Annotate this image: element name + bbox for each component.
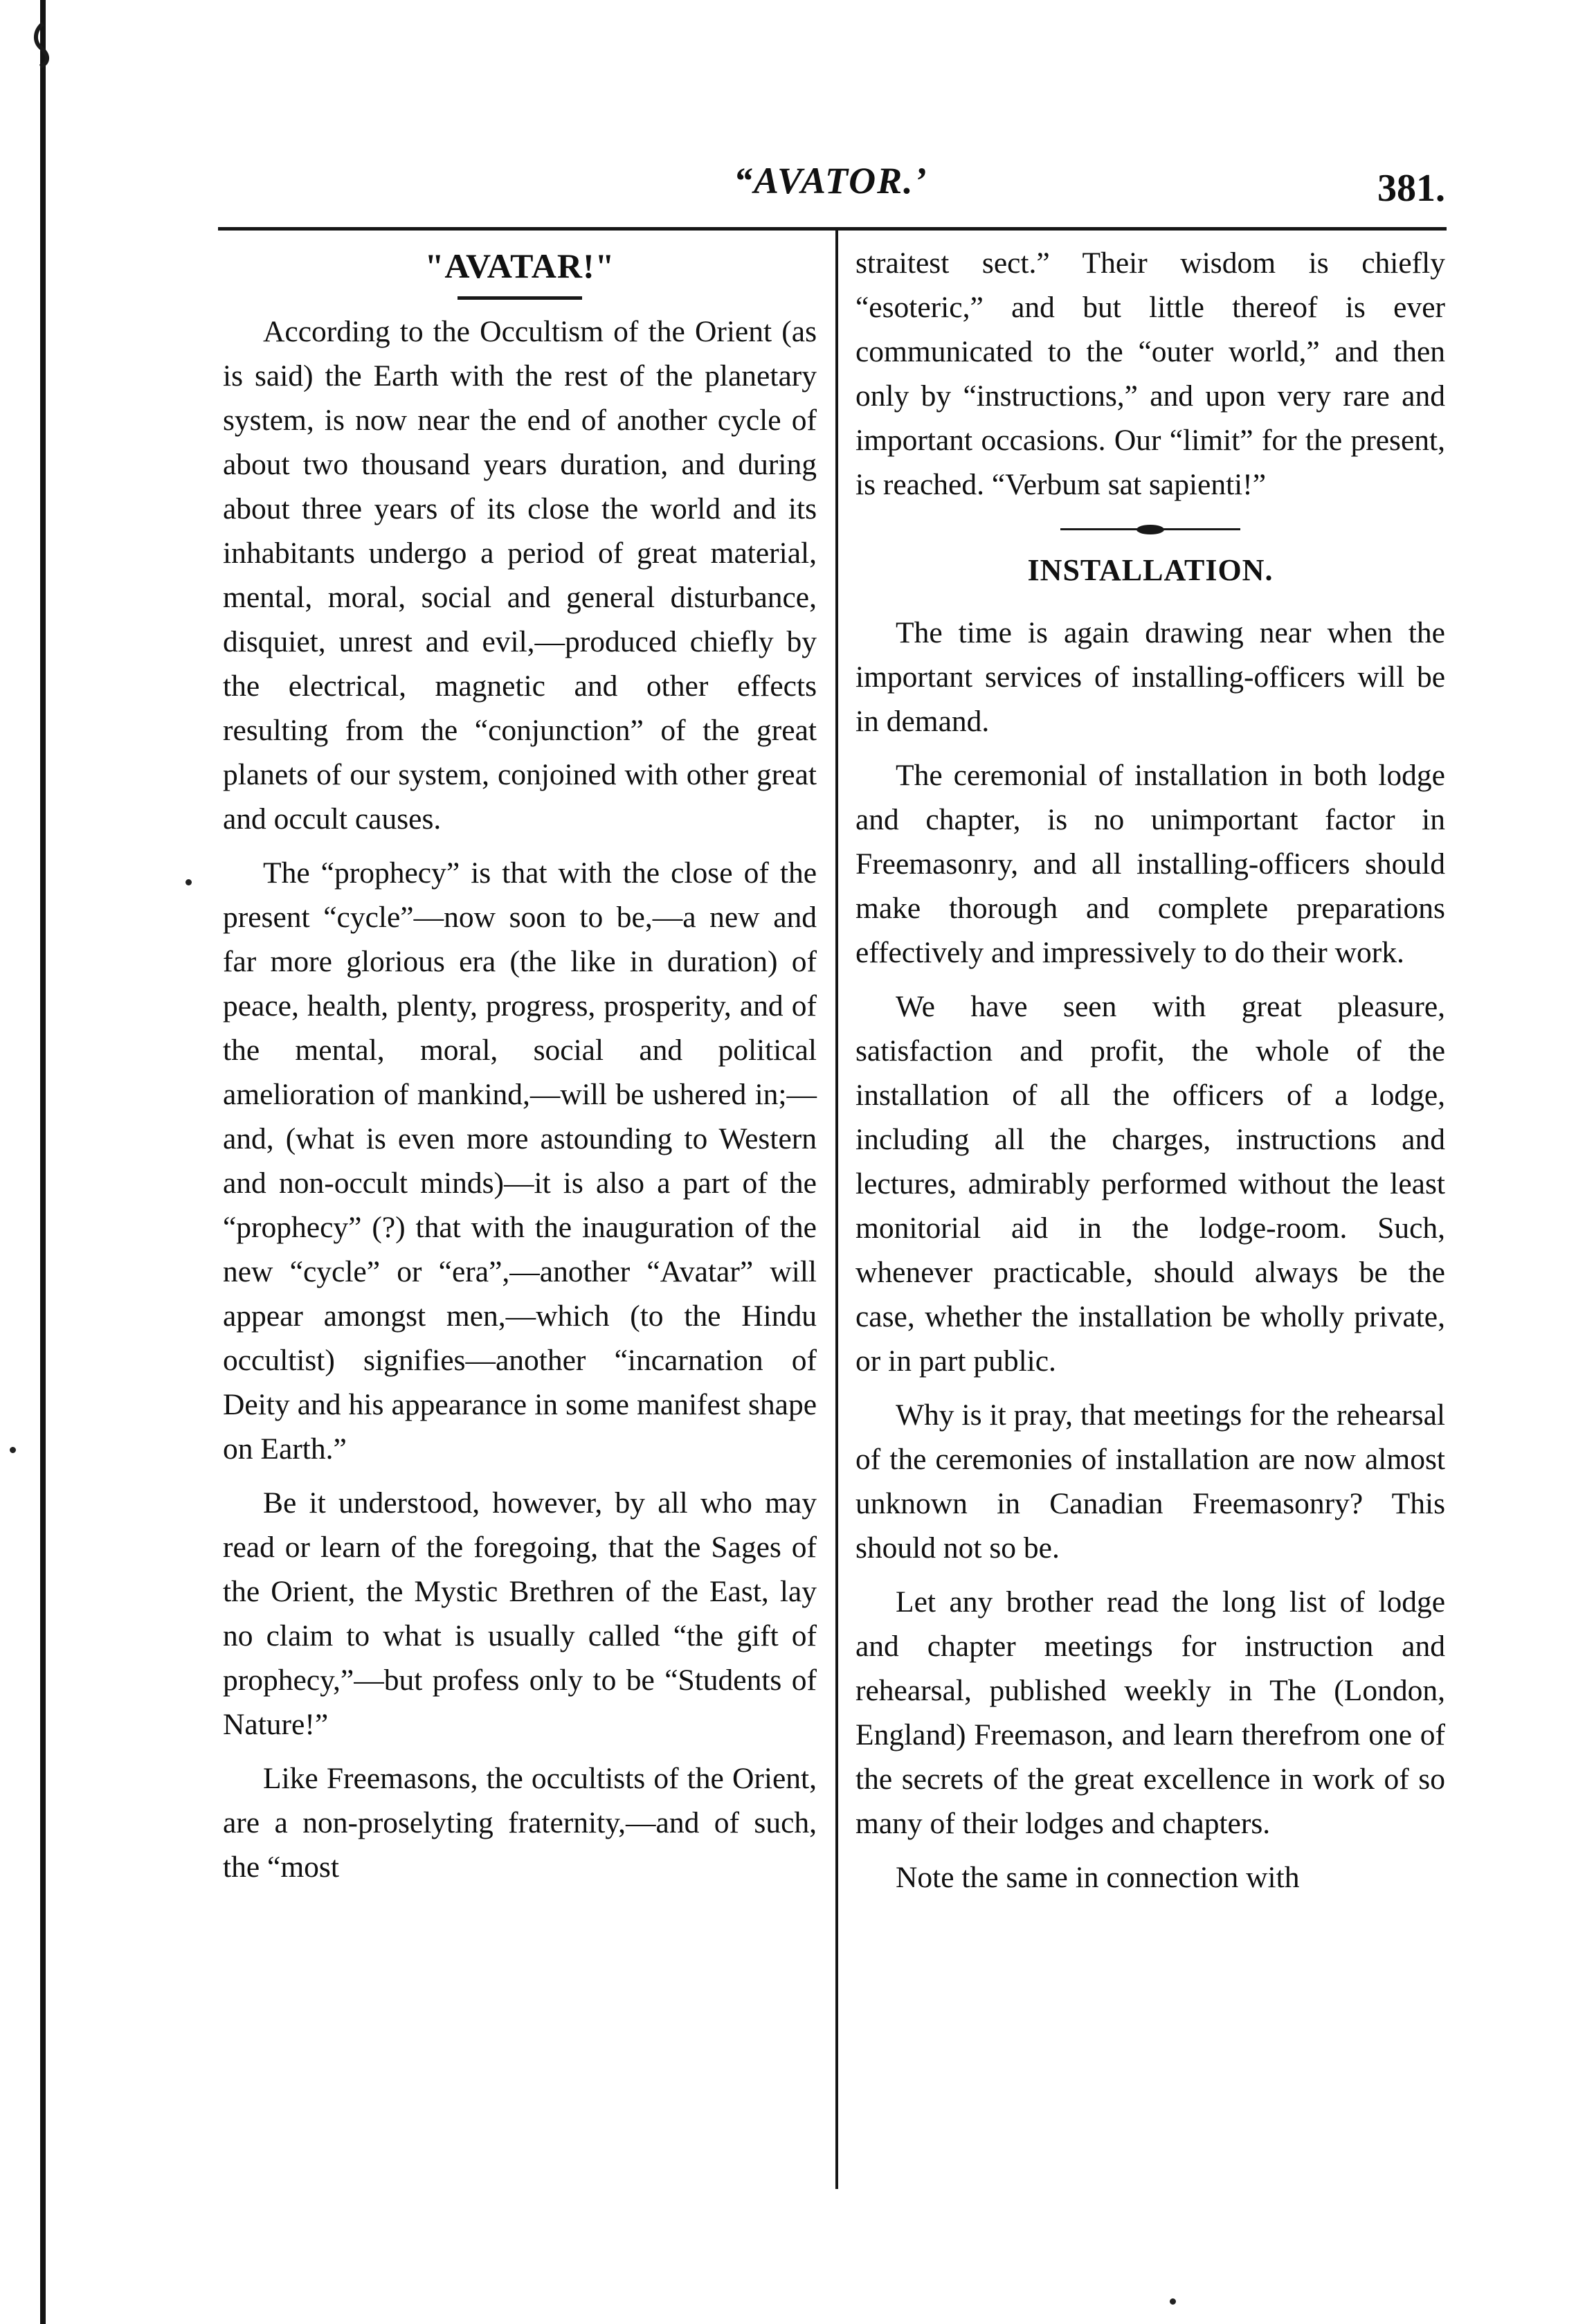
title-rule bbox=[458, 296, 582, 300]
header-rule bbox=[218, 227, 1447, 231]
article-title-avatar: "AVATAR!" bbox=[424, 246, 615, 285]
section-ornament bbox=[1060, 525, 1240, 534]
right-column bbox=[855, 241, 1445, 1900]
page-number: 381. bbox=[1377, 167, 1445, 210]
article-title-installation: INSTALLATION. bbox=[1027, 553, 1274, 587]
paragraph: The ceremonial of installation in both lodge and chapter, is no unimportant factor in Freemasonry, and all installing-officers should make thorough and complete preparations effectively and impressively to do their work. bbox=[855, 759, 1445, 969]
paragraph: Be it understood, however, by all who may read or learn of the foregoing, that the Sages of the Orient, the Mystic Brethren of the East, lay no claim to what is usually called “the gift of prophecy,”—but profess only to be “Students of Nature!” bbox=[223, 1486, 817, 1741]
column-divider bbox=[835, 230, 838, 2189]
paragraph: Like Freemasons, the occultists of the Orient, are a non-proselyting fraternity,—and of such, the “most bbox=[223, 1762, 817, 1884]
page-binding-edge bbox=[40, 0, 46, 2324]
running-head: “AVATOR.’ bbox=[734, 160, 928, 201]
paragraph: The “prophecy” is that with the close of the present “cycle”—now soon to be,—a new and far more glorious era (the like in duration) of peace, health, plenty, progress, prosperity, and of the mental, moral, social and political amelioration of mankind,—will be ushered in;—and, (what is even more astounding to Western and non-occult minds)—it is also a part of the “prophecy” (?) that with the inauguration of the new “cycle” or “era”,—another “Avatar” will appear amongst men,—which (to the Hindu occultist) signifies—another “incarnation of Deity and his appearance in some manifest shape on Earth.” bbox=[223, 856, 817, 1466]
paragraph: Why is it pray, that meetings for the rehearsal of the ceremonies of installation are now almost unknown in Canadian Freemasonry? This should not so be. bbox=[855, 1398, 1445, 1565]
left-column bbox=[223, 241, 817, 1889]
binding-curl-mark bbox=[30, 21, 55, 69]
print-speck bbox=[185, 879, 192, 885]
paragraph: We have seen with great pleasure, satisfaction and profit, the whole of the installation of all the officers of a lodge, including all the charges, instructions and lectures, admirably performed without the least monitorial aid in the lodge-room. Such, whenever practicable, should always be the case, whether the installation be wholly private, or in part public. bbox=[855, 990, 1445, 1378]
paragraph: Note the same in connection with bbox=[896, 1861, 1300, 1894]
print-speck bbox=[10, 1447, 16, 1453]
print-speck bbox=[1170, 2298, 1176, 2305]
paragraph: According to the Occultism of the Orient (as is said) the Earth with the rest of the planetary system, is now near the end of another cycle of about two thousand years duration, and during about three years of its close the world and its inhabitants undergo a period of great material, mental, moral, social and general disturbance, disquiet, unrest and evil,—produced chiefly by the electrical, magnetic and other effects resulting from the “conjunction” of the great planets of our system, conjoined with other great and occult causes. bbox=[223, 315, 817, 836]
paragraph: Let any brother read the long list of lodge and chapter meetings for instruction and rehearsal, published weekly in The (London, England) Freemason, and learn therefrom one of the secrets of the great excellence in work of so many of their lodges and chapters. bbox=[855, 1585, 1445, 1840]
carryover-paragraph: straitest sect.” Their wisdom is chiefly “esoteric,” and but little thereof is ever communicated to the “outer world,” and then only by “instructions,” and upon very rare and important occasions. Our “limit” for the present, is reached. “Verbum sat sapienti!” bbox=[855, 246, 1445, 501]
paragraph: The time is again drawing near when the important services of installing-officers will be in demand. bbox=[855, 616, 1445, 738]
